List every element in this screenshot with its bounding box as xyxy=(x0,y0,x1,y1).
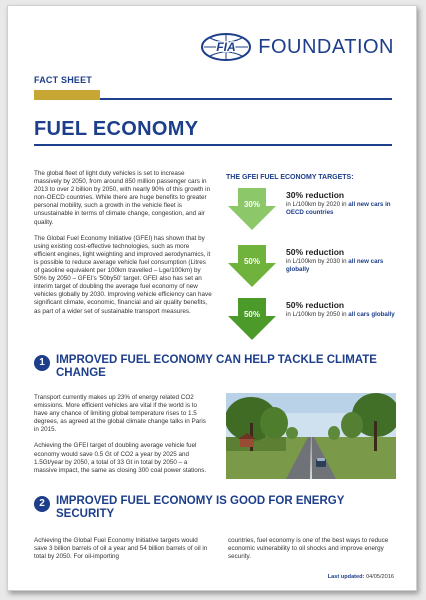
fact-sheet-label: FACT SHEET xyxy=(34,75,93,85)
section-1-number-badge: 1 xyxy=(34,355,50,371)
section-2-number-badge: 2 xyxy=(34,496,50,512)
target-scope: all cars globally xyxy=(348,311,395,318)
intro-paragraph-1: The global fleet of light duty vehicles is set to increase massively by 2050, from around 850 million passenger cars in 2013 to over 2 billion by 2050, with nearly 90% of this growth in non-OECD countries. While there are huge benefits to greater personal mobility, such a growth in the vehicle fleet is unsustainable in terms of climate change, congestion, and air quality. xyxy=(34,170,211,226)
fact-sheet-page xyxy=(7,5,417,591)
road-photo xyxy=(226,393,396,479)
target-detail: in L/100km by 2050 in xyxy=(286,311,347,318)
down-arrow-icon xyxy=(226,188,278,232)
intro-paragraph-2: The Global Fuel Economy Initiative (GFEI) has shown that by using existing cost-effective technologies, such as more efficient engines, light weighting and improved aerodynamics, it is possible to reduce average vehicle fuel consumption (Litres of gasoline equivalent per 100km travelled – Lge/100km) by 50% by 2050 – GFEI's '50by50' target. GFEI also has set an interim target of doubling the average fuel economy of new vehicles globally by 2030. Improving vehicle efficiency can have significant climate, economic, financial and air quality benefits, as part of a wider set of sustainable transport measures. xyxy=(34,234,212,315)
target-item xyxy=(226,188,396,232)
section-2-title: IMPROVED FUEL ECONOMY IS GOOD FOR ENERGY SECURITY xyxy=(56,495,345,520)
section-1-paragraph-2: Achieving the GFEI target of doubling average vehicle fuel economy would save 0.5 Gt of CO2 a year by 2025 and 1.5Gt/year by 2050, a total of 33 Gt in total by 2050 – a massive impact, the same as closing 300 coal power stations. xyxy=(34,442,207,474)
target-percent: 50% xyxy=(243,310,260,319)
svg-text:FIA: FIA xyxy=(216,40,236,54)
target-heading: 50% reduction xyxy=(286,300,345,310)
target-percent: 50% xyxy=(243,257,260,266)
last-updated-label: Last updated: xyxy=(327,574,365,580)
section-1-text xyxy=(34,394,212,475)
section-2-text-column-2: countries, fuel economy is one of the best ways to reduce economic vulnerability to oil shocks and improve energy security. xyxy=(228,537,389,561)
page-title: FUEL ECONOMY xyxy=(34,118,199,140)
header-rule xyxy=(34,90,392,100)
section-1-paragraph-1: Transport currently makes up 23% of energy related CO2 emissions. More efficient vehicles are vital if the world is to have any chance of limiting global temperature rises to 1.5 degrees, as agreed at the global climate change talks in Paris in 2015. xyxy=(34,394,206,434)
target-heading: 50% reduction xyxy=(286,247,345,257)
target-scope: all new cars in OECD countries xyxy=(286,201,391,216)
fia-foundation-logo xyxy=(200,32,394,62)
down-arrow-icon xyxy=(226,298,278,342)
target-detail: in L/100km by 2020 in xyxy=(286,201,347,208)
last-updated xyxy=(328,574,394,580)
logo-text: FOUNDATION xyxy=(258,35,394,58)
target-description xyxy=(286,247,396,274)
target-scope: all new cars globally xyxy=(286,258,384,273)
fia-globe-logo-icon xyxy=(200,32,252,62)
target-detail: in L/100km by 2030 in xyxy=(286,258,347,265)
target-heading: 30% reduction xyxy=(286,190,345,200)
targets-heading: THE GFEI FUEL ECONOMY TARGETS: xyxy=(226,174,354,181)
target-item xyxy=(226,298,396,342)
header-rule-accent xyxy=(34,90,100,100)
section-2-text-column-1: Achieving the Global Fuel Economy Initiative targets would save 3 billion barrels of oil a year and 54 billion barrels of oil in total by 2050. For oil-importing xyxy=(34,537,208,561)
section-1-title: IMPROVED FUEL ECONOMY CAN HELP TACKLE CLIMATE CHANGE xyxy=(56,354,377,379)
target-description xyxy=(286,190,396,217)
title-divider xyxy=(34,144,392,146)
intro-text xyxy=(34,170,212,316)
target-description xyxy=(286,300,396,319)
target-item xyxy=(226,245,396,289)
last-updated-date: 04/05/2016 xyxy=(366,574,394,580)
down-arrow-icon xyxy=(226,245,278,289)
target-percent: 30% xyxy=(243,200,260,209)
